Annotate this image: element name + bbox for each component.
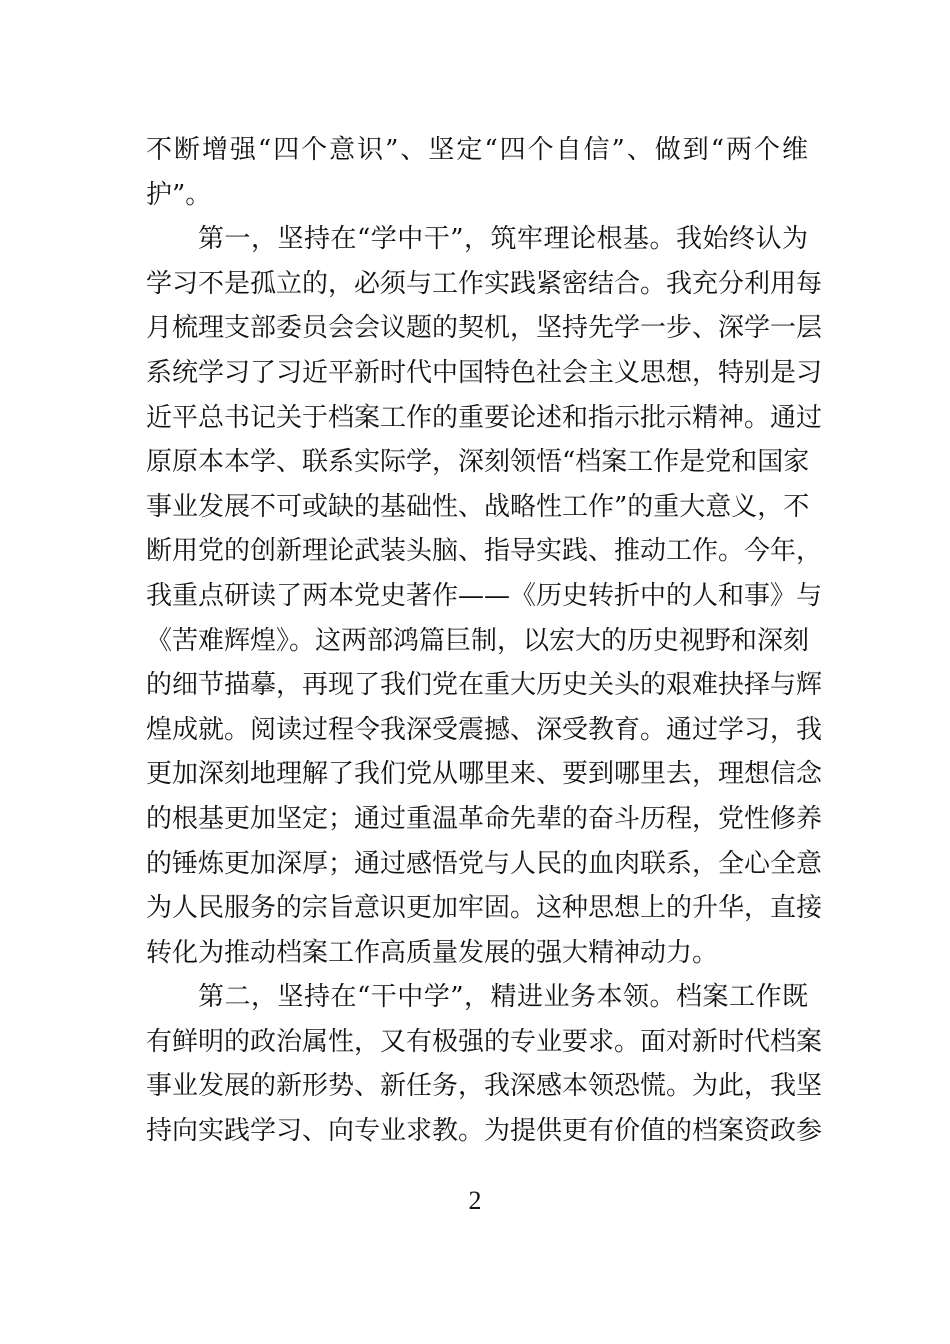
text-line: 不断增强“四个意识”、坚定“四个自信”、做到“两个维 (146, 135, 808, 165)
paragraph-first-line: 第一，坚持在“学中干”，筑牢理论根基。我始终认为 (198, 224, 808, 255)
text-line: 的锤炼更加深厚；通过感悟党与人民的血肉联系，全心全意 (146, 848, 823, 879)
text-line: 有鲜明的政治属性，又有极强的专业要求。面对新时代档案 (146, 1026, 823, 1057)
text-line: 近平总书记关于档案工作的重要论述和指示批示精神。通过 (146, 402, 823, 433)
text-line: 事业发展的新形势、新任务，我深感本领恐慌。为此，我坚 (146, 1071, 823, 1102)
text-line: 我重点研读了两本党史著作——《历史转折中的人和事》与 (146, 580, 823, 611)
text-line: 系统学习了习近平新时代中国特色社会主义思想，特别是习 (146, 357, 823, 388)
paragraph-first-line: 第二，坚持在“干中学”，精进业务本领。档案工作既 (198, 982, 808, 1013)
text-line: 月梳理支部委员会会议题的契机，坚持先学一步、深学一层 (146, 313, 823, 344)
text-line: 持向实践学习、向专业求教。为提供更有价值的档案资政参 (146, 1116, 823, 1147)
text-line: 煌成就。阅读过程令我深受震撼、深受教育。通过学习，我 (146, 714, 823, 745)
text-line: 事业发展不可或缺的基础性、战略性工作”的重大意义，不 (146, 491, 810, 522)
text-line: 的根基更加坚定；通过重温革命先辈的奋斗历程，党性修养 (146, 803, 823, 834)
document-body (146, 128, 823, 1154)
text-line: 断用党的创新理论武装头脑、指导实践、推动工作。今年， (146, 536, 823, 567)
text-line: 《苦难辉煌》。这两部鸿篇巨制，以宏大的历史视野和深刻 (146, 625, 810, 656)
text-line: 为人民服务的宗旨意识更加牢固。这种思想上的升华，直接 (146, 893, 823, 924)
text-line: 更加深刻地理解了我们党从哪里来、要到哪里去，理想信念 (146, 759, 823, 790)
text-line: 的细节描摹，再现了我们党在重大历史关头的艰难抉择与辉 (146, 670, 823, 701)
text-line: 护”。 (146, 179, 212, 210)
text-line: 原原本本学、联系实际学，深刻领悟“档案工作是党和国家 (146, 447, 810, 478)
text-line: 转化为推动档案工作高质量发展的强大精神动力。 (146, 937, 719, 968)
text-line: 学习不是孤立的，必须与工作实践紧密结合。我充分利用每 (146, 268, 823, 299)
page-number: 2 (468, 1186, 482, 1215)
